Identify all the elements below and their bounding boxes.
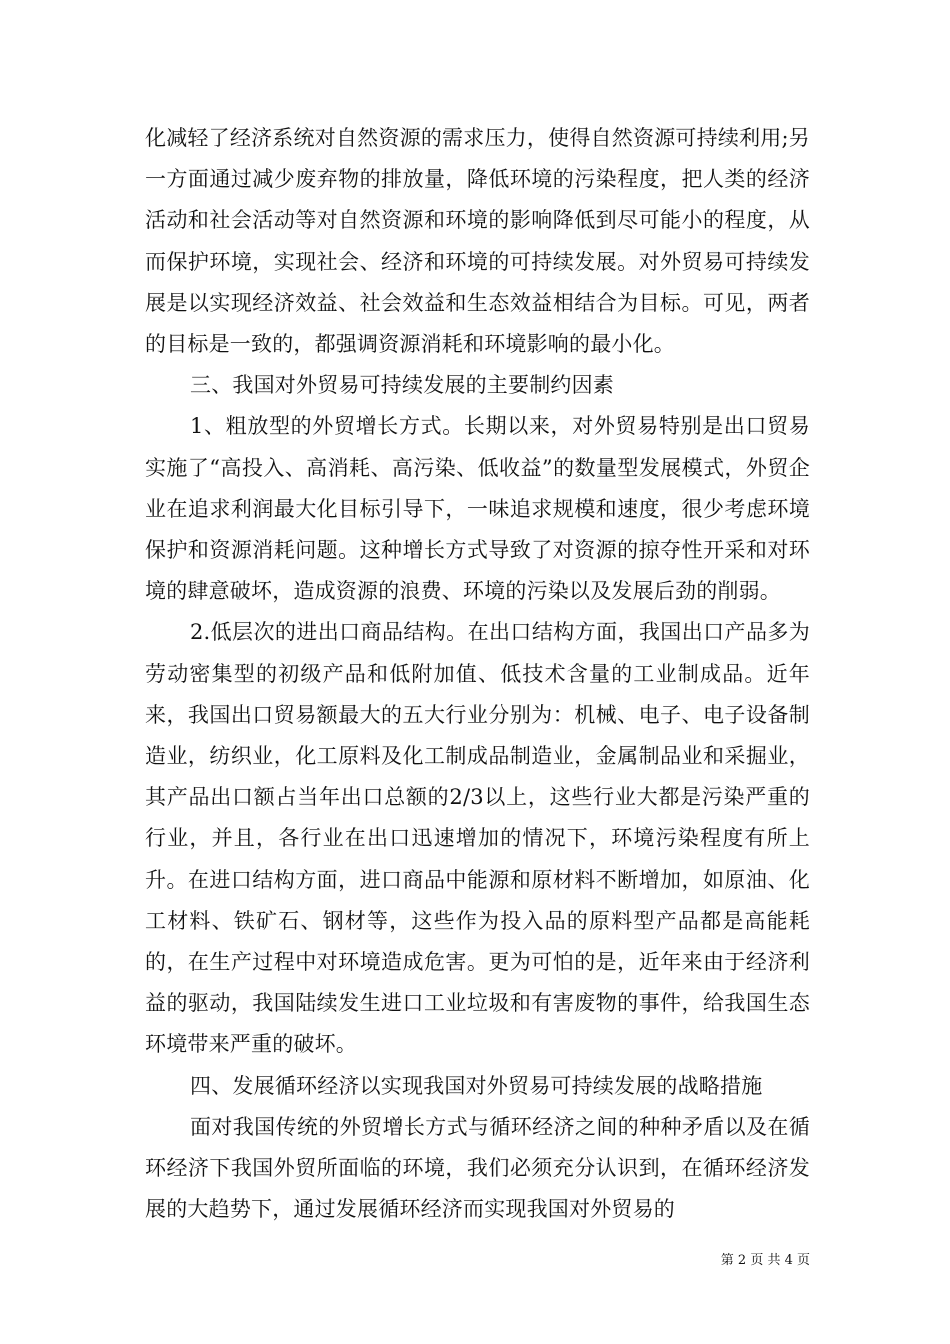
paragraph-strategy-intro: 面对我国传统的外贸增长方式与循环经济之间的种种矛盾以及在循环经济下我国外贸所面临的环境，我们必须充分认识到，在循环经济发展的大趋势下，通过发展循环经济而实现我国对外贸易的 <box>145 1114 810 1222</box>
page-number-footer: 第 2 页 共 4 页 <box>720 1253 810 1268</box>
paragraph-extensive-growth: 1、粗放型的外贸增长方式。长期以来，对外贸易特别是出口贸易实施了“高投入、高消耗、高污染、低收益”的数量型发展模式，外贸企业在追求利润最大化目标引导下，一味追求规模和速度，很少考虑环境保护和资源消耗问题。这种增长方式导致了对资源的掠夺性开采和对环境的肆意破坏，造成资源的浪费、环境的污染以及发展后劲的削弱。 <box>145 414 810 604</box>
document-body <box>145 118 810 1230</box>
section-heading-4: 四、发展循环经济以实现我国对外贸易可持续发展的战略措施 <box>190 1073 763 1098</box>
paragraph-continued: 化减轻了经济系统对自然资源的需求压力，使得自然资源可持续利用;另一方面通过减少废弃物的排放量，降低环境的污染程度，把人类的经济活动和社会活动等对自然资源和环境的影响降低到尽可能小的程度，从而保护环境，实现社会、经济和环境的可持续发展。对外贸易可持续发展是以实现经济效益、社会效益和生态效益相结合为目标。可见，两者的目标是一致的，都强调资源消耗和环境影响的最小化。 <box>145 126 810 357</box>
section-heading-3: 三、我国对外贸易可持续发展的主要制约因素 <box>190 373 614 398</box>
paragraph-trade-structure: 2.低层次的进出口商品结构。在出口结构方面，我国出口产品多为劳动密集型的初级产品和低附加值、低技术含量的工业制成品。近年来，我国出口贸易额最大的五大行业分别为：机械、电子、电子设备制造业，纺织业，化工原料及化工制成品制造业，金属制品业和采掘业，其产品出口额占当年出口总额的2/3以上，这些行业大都是污染严重的行业，并且，各行业在出口迅速增加的情况下，环境污染程度有所上升。在进口结构方面，进口商品中能源和原材料不断增加，如原油、化工材料、铁矿石、钢材等，这些作为投入品的原料型产品都是高能耗的，在生产过程中对环境造成危害。更为可怕的是，近年来由于经济利益的驱动，我国陆续发生进口工业垃圾和有害废物的事件，给我国生态环境带来严重的破坏。 <box>145 620 810 1057</box>
